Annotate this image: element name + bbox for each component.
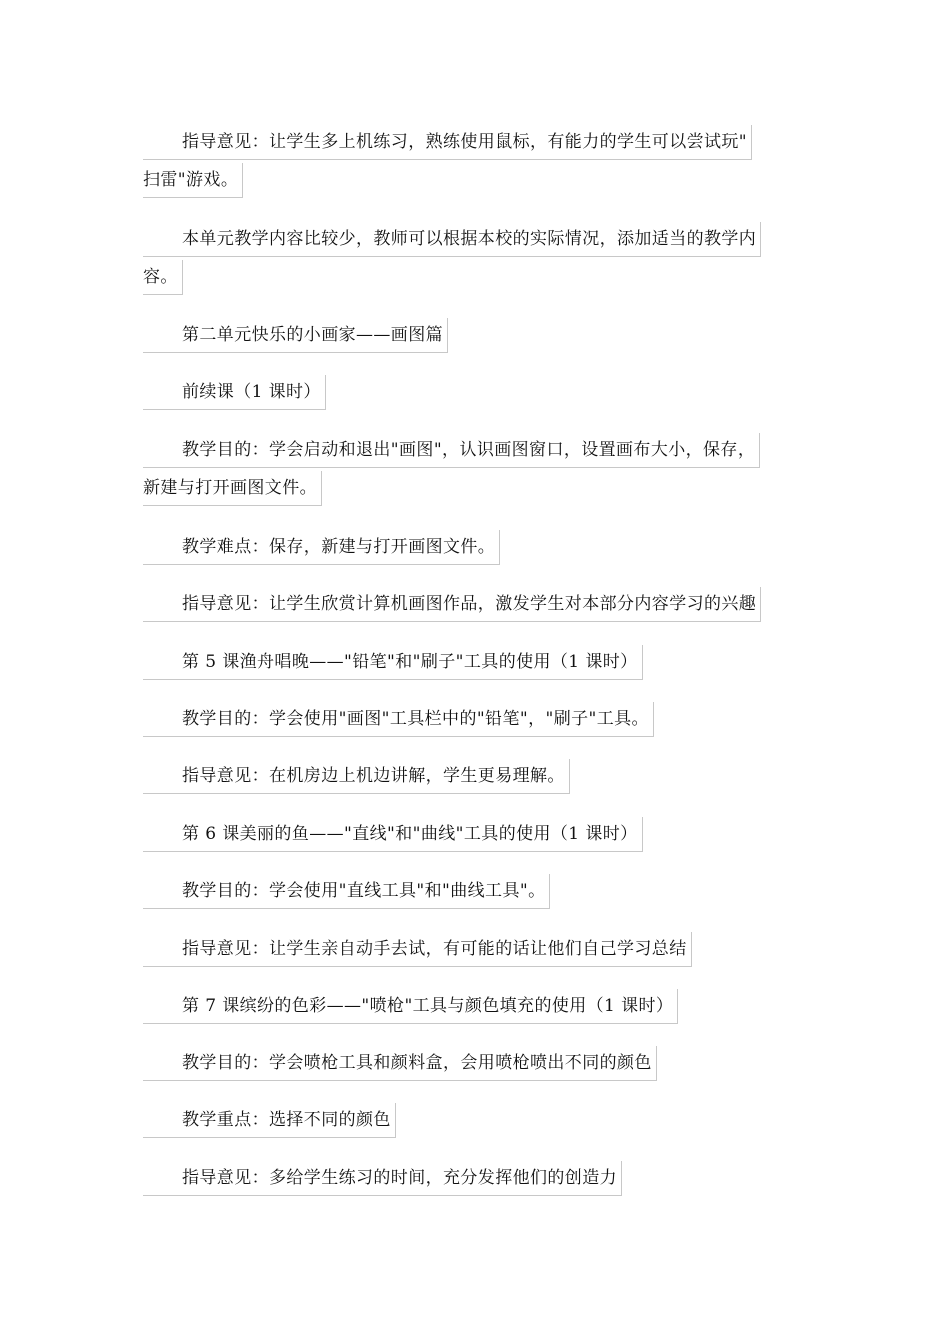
paragraph-objective-lesson-6 (143, 872, 807, 910)
text-line: 第 5 课渔舟唱晚——"铅笔"和"刷子"工具的使用（1 课时） (143, 645, 643, 680)
paragraph-objective-lesson-5 (143, 700, 807, 738)
paragraph-guidance-appreciate (143, 585, 807, 623)
heading-lesson-5 (143, 643, 807, 681)
text-line: 指导意见：让学生亲自动手去试，有可能的话让他们自己学习总结 (143, 932, 692, 967)
text-line: 新建与打开画图文件。 (143, 471, 322, 506)
paragraph-guidance-practice (143, 123, 807, 199)
paragraph-unit-note (143, 220, 807, 296)
text-line: 教学重点：选择不同的颜色 (143, 1103, 396, 1138)
text-line: 第二单元快乐的小画家——画图篇 (143, 318, 448, 353)
paragraph-objective-lesson-7 (143, 1044, 807, 1082)
text-line: 教学目的：学会使用"画图"工具栏中的"铅笔"，"刷子"工具。 (143, 702, 654, 737)
text-line: 教学目的：学会喷枪工具和颜料盒，会用喷枪喷出不同的颜色 (143, 1046, 657, 1081)
paragraph-key-point-lesson-7 (143, 1101, 807, 1139)
text-line: 教学目的：学会启动和退出"画图"，认识画图窗口，设置画布大小，保存， (143, 433, 760, 468)
paragraph-guidance-lesson-5 (143, 757, 807, 795)
paragraph-objective-paint (143, 431, 807, 507)
heading-lesson-7 (143, 987, 807, 1025)
paragraph-difficulty (143, 528, 807, 566)
text-line: 容。 (143, 260, 183, 295)
heading-unit-two (143, 316, 807, 354)
text-line: 教学目的：学会使用"直线工具"和"曲线工具"。 (143, 874, 550, 909)
paragraph-guidance-lesson-6 (143, 930, 807, 968)
text-line: 第 7 课缤纷的色彩——"喷枪"工具与颜色填充的使用（1 课时） (143, 989, 678, 1024)
text-line: 指导意见：让学生欣赏计算机画图作品，激发学生对本部分内容学习的兴趣 (143, 587, 761, 622)
text-line: 前续课（1 课时） (143, 375, 326, 410)
text-line: 扫雷"游戏。 (143, 163, 243, 198)
text-line: 指导意见：多给学生练习的时间，充分发挥他们的创造力 (143, 1161, 622, 1196)
text-line: 指导意见：让学生多上机练习，熟练使用鼠标，有能力的学生可以尝试玩" (143, 125, 752, 160)
text-line: 第 6 课美丽的鱼——"直线"和"曲线"工具的使用（1 课时） (143, 817, 643, 852)
text-line: 本单元教学内容比较少，教师可以根据本校的实际情况，添加适当的教学内 (143, 222, 761, 257)
text-line: 教学难点：保存，新建与打开画图文件。 (143, 530, 500, 565)
text-line: 指导意见：在机房边上机边讲解，学生更易理解。 (143, 759, 570, 794)
heading-prelude-lesson (143, 373, 807, 411)
heading-lesson-6 (143, 815, 807, 853)
paragraph-guidance-lesson-7 (143, 1159, 807, 1197)
